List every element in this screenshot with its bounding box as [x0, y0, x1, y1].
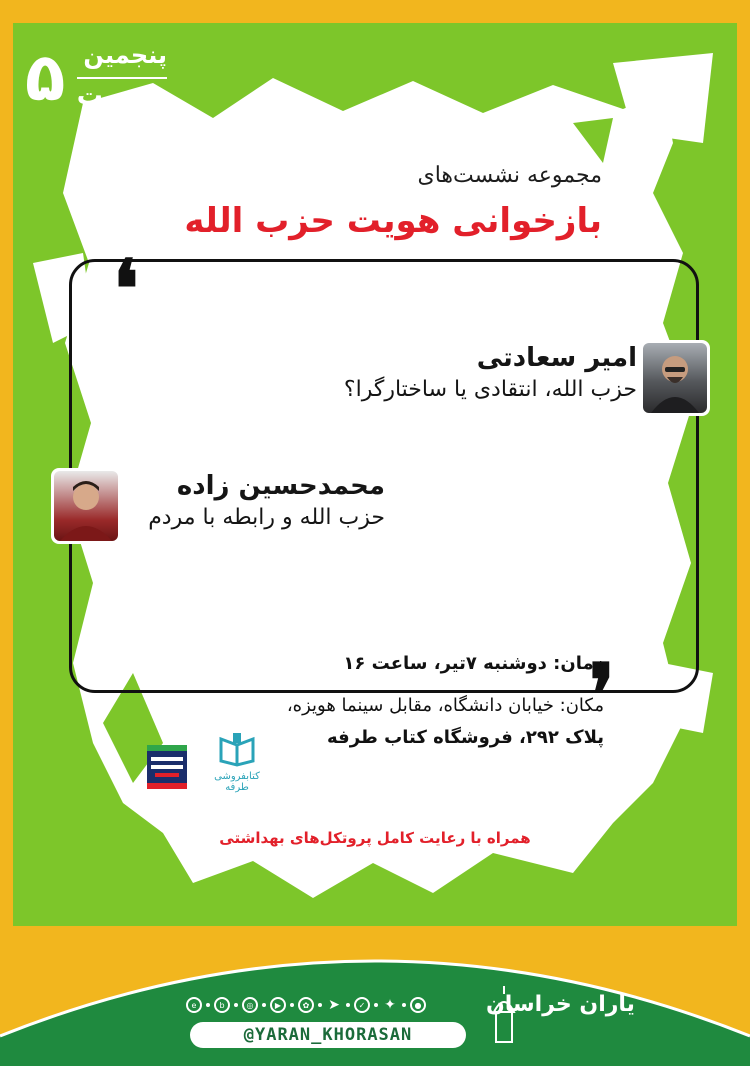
speaker-1-name: امیر سعادتی — [476, 343, 637, 373]
speaker-1 — [344, 343, 637, 402]
gap-icon[interactable]: ✓ — [354, 997, 370, 1013]
eitaa-icon[interactable]: e — [186, 997, 202, 1013]
bookstore-logo-line-1: کتابفروشی — [214, 771, 260, 782]
close-quote-icon: ❜ — [589, 646, 615, 740]
igap-icon[interactable]: ● — [410, 997, 426, 1013]
speaker-1-topic: حزب الله، انتقادی یا ساختارگرا؟ — [343, 377, 637, 402]
bookstore-logo-line-2: طرفه — [225, 782, 249, 793]
social-handle[interactable]: @YARAN_KHORASAN — [190, 1022, 466, 1048]
series-title: بازخوانی هویت حزب الله — [184, 201, 602, 241]
aparat-icon[interactable]: ▶ — [270, 997, 286, 1013]
speaker-2-avatar — [51, 468, 121, 544]
book-icon — [217, 731, 257, 767]
session-number-badge — [25, 35, 175, 125]
speaker-2-name: محمدحسین زاده — [176, 471, 385, 501]
soroush-icon[interactable]: ✿ — [298, 997, 314, 1013]
event-poster — [13, 23, 737, 926]
session-number: ۵ — [25, 39, 66, 116]
bookstore-logo — [209, 731, 265, 805]
event-place-line-2: پلاک ۲۹۲، فروشگاه کتاب طرفه — [327, 727, 604, 748]
organizer-logo — [147, 745, 187, 789]
event-place-line-1: مکان: خیابان دانشگاه، مقابل سینما هویزه، — [286, 695, 604, 716]
instagram-icon[interactable]: ◎ — [242, 997, 258, 1013]
event-time: زمان: دوشنبه ۷تیر، ساعت ۱۶ — [343, 653, 604, 674]
open-quote-icon: ❛ — [113, 242, 139, 336]
session-ordinal: پنجمین — [83, 41, 167, 69]
telegram-icon[interactable]: ➤ — [328, 997, 340, 1013]
brand-logo-text: یاران خراسان — [486, 992, 635, 1017]
bale-icon[interactable]: b — [214, 997, 230, 1013]
health-protocol-notice: همراه با رعایت کامل پروتکل‌های بهداشتی — [219, 829, 531, 847]
speaker-2-topic: حزب الله و رابطه با مردم — [148, 505, 385, 530]
social-icons-row — [186, 997, 426, 1013]
session-word: نشست — [77, 77, 167, 111]
speaker-1-avatar — [640, 340, 710, 416]
series-subtitle: مجموعه نشست‌های — [417, 163, 602, 188]
speaker-2 — [148, 471, 385, 530]
twitter-icon[interactable]: ✦ — [384, 997, 396, 1013]
